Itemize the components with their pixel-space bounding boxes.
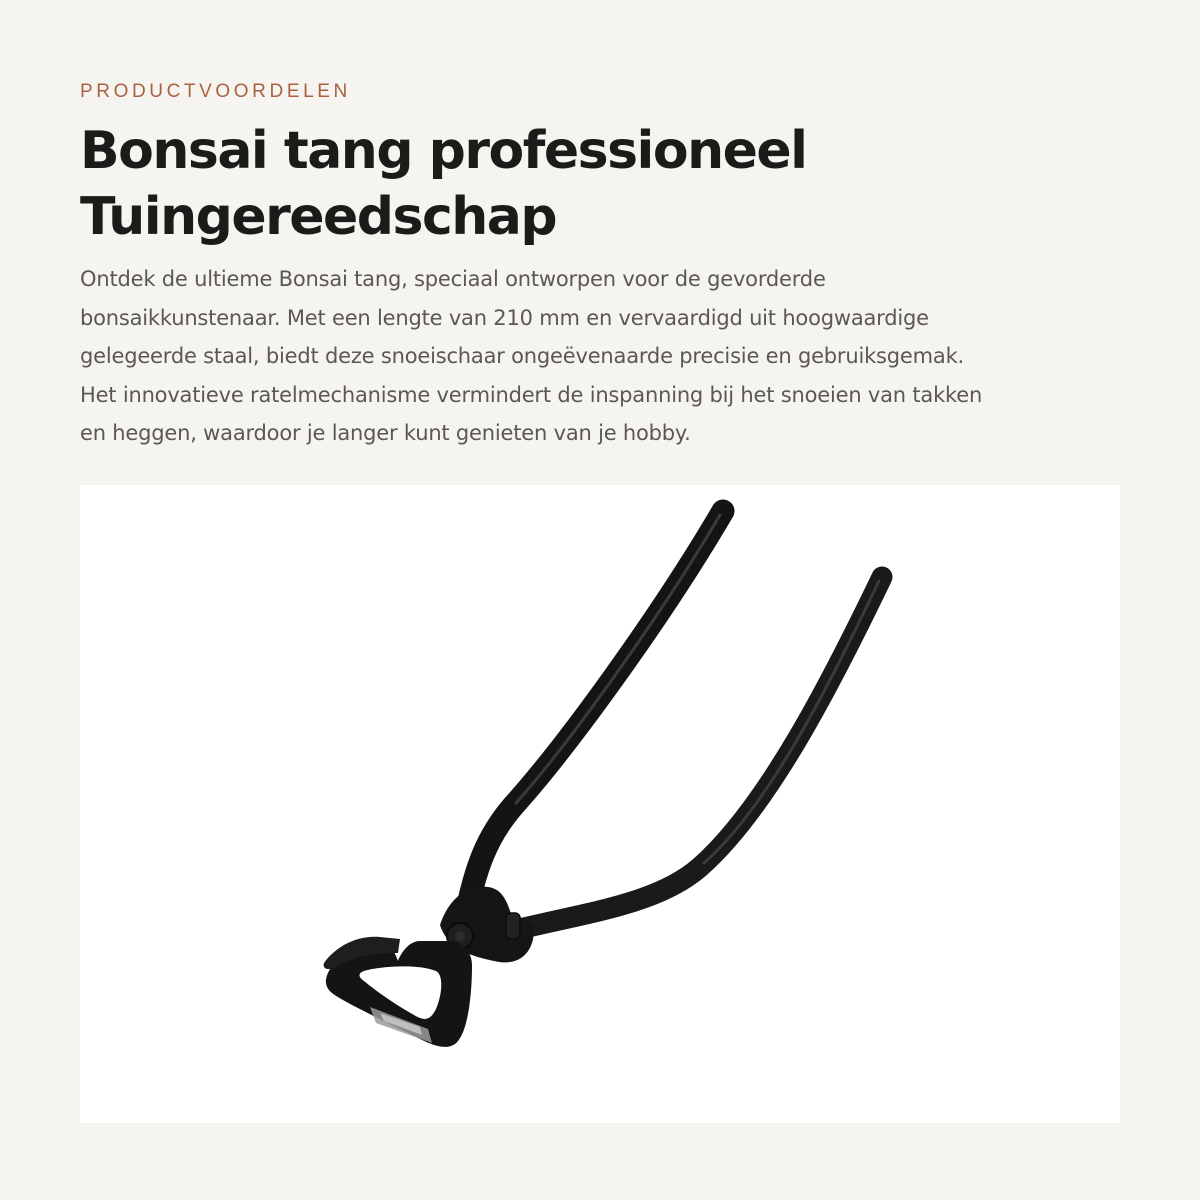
title-line-1: Bonsai tang professioneel (80, 121, 807, 181)
page-title (80, 118, 1140, 250)
bonsai-pliers-icon (80, 485, 1120, 1123)
description-line-1: Ontdek de ultieme Bonsai tang, speciaal ontworpen voor de gevorderde (80, 267, 826, 291)
description-line-2: bonsaikkunstenaar. Met een lengte van 210 mm en vervaardigd uit hoogwaardige (80, 305, 929, 330)
title-line-2: Tuingereedschap (80, 187, 557, 247)
product-description (80, 260, 1140, 453)
description-line-5: en heggen, waardoor je langer kunt genieten van je hobby. (80, 421, 691, 445)
description-line-3: gelegeerde staal, biedt deze snoeischaar ongeëvenaarde precisie en gebruiksgemak. (80, 344, 965, 368)
description-line-4: Het innovatieve ratelmechanisme vermindert de inspanning bij het snoeien van takken (80, 382, 983, 407)
small-pin (506, 913, 520, 939)
eyebrow-label: PRODUCTVOORDELEN (80, 81, 351, 102)
product-image-panel (80, 485, 1120, 1123)
